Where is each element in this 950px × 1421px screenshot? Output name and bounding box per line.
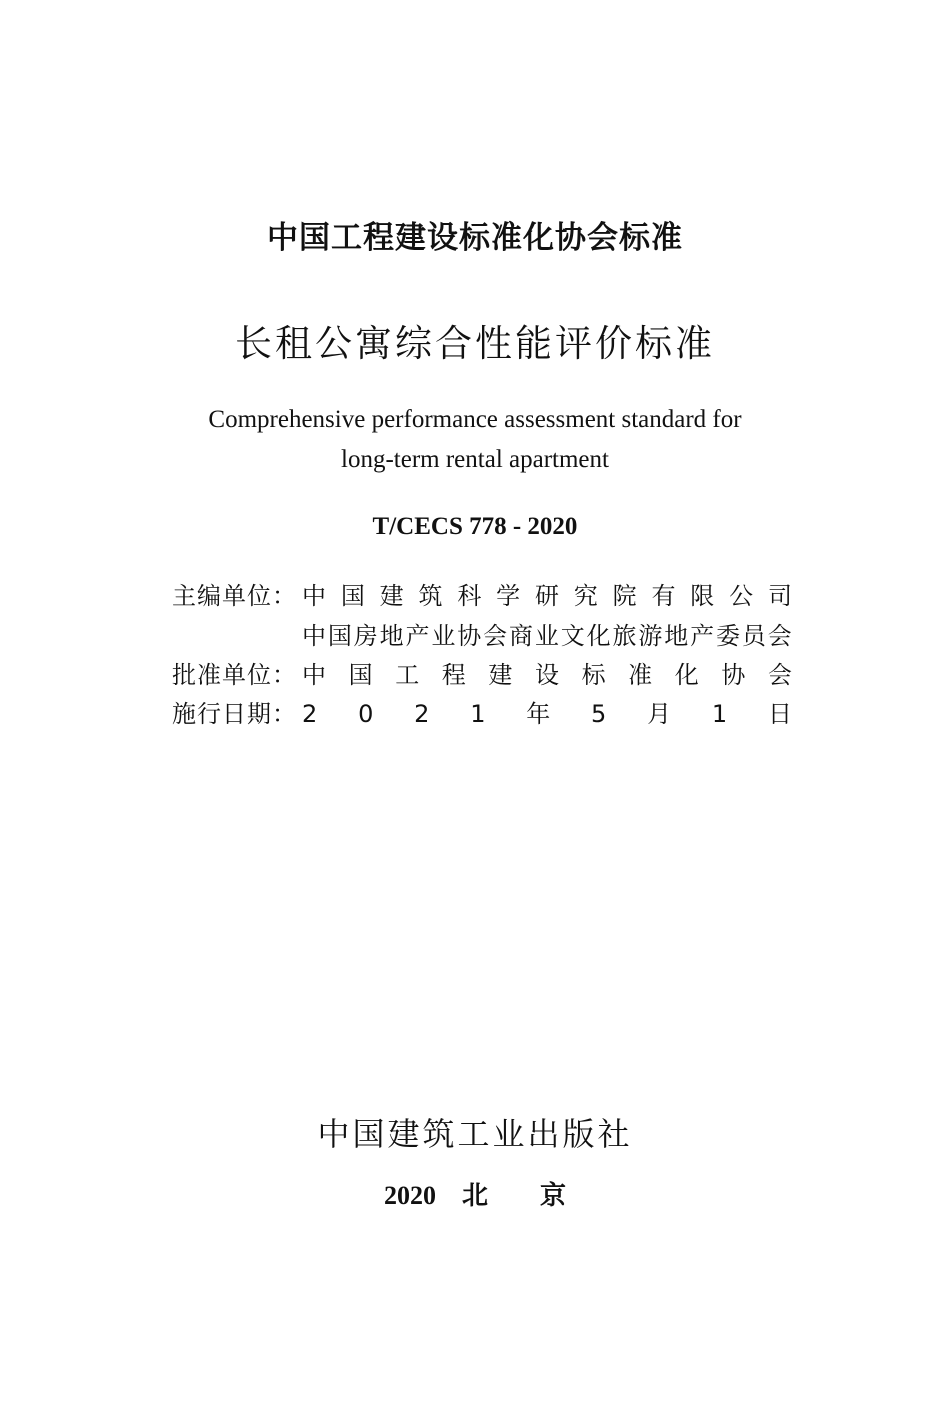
editor-value-2: 中 国 房 地 产 业 协 会 商 业 文 化 旅 游 地 产 委 员 会 bbox=[302, 622, 792, 650]
publication-place bbox=[0, 1178, 950, 1214]
standard-series-title: 中国工程建设标准化协会标准 bbox=[267, 220, 683, 256]
effective-date-label: 施行日期： bbox=[172, 700, 297, 728]
effective-date-value: 2 0 2 1 年 5 月 1 日 bbox=[302, 700, 792, 728]
editor-row-2 bbox=[172, 618, 792, 654]
document-title-chinese: 长租公寓综合性能评价标准 bbox=[235, 322, 715, 365]
publisher-name: 中国建筑工业出版社 bbox=[317, 1115, 633, 1153]
publication-city-char-2: 京 bbox=[540, 1181, 567, 1210]
editor-value-1: 中 国 建 筑 科 学 研 究 院 有 限 公 司 bbox=[302, 582, 792, 610]
publication-city-char-1: 北 bbox=[461, 1181, 488, 1210]
editor-row bbox=[172, 578, 792, 614]
document-title-english-line-1: Comprehensive performance assessment standard for bbox=[208, 406, 742, 433]
document-title-english-line-2: long-term rental apartment bbox=[341, 446, 609, 473]
standard-code: T/CECS 778 - 2020 bbox=[372, 513, 578, 540]
approver-label: 批准单位： bbox=[172, 661, 297, 689]
approver-value: 中 国 工 程 建 设 标 准 化 协 会 bbox=[302, 661, 792, 689]
effective-date-row bbox=[172, 696, 792, 732]
publication-year: 2020 bbox=[383, 1181, 436, 1210]
editor-label: 主编单位： bbox=[172, 582, 297, 610]
approver-row bbox=[172, 657, 792, 693]
